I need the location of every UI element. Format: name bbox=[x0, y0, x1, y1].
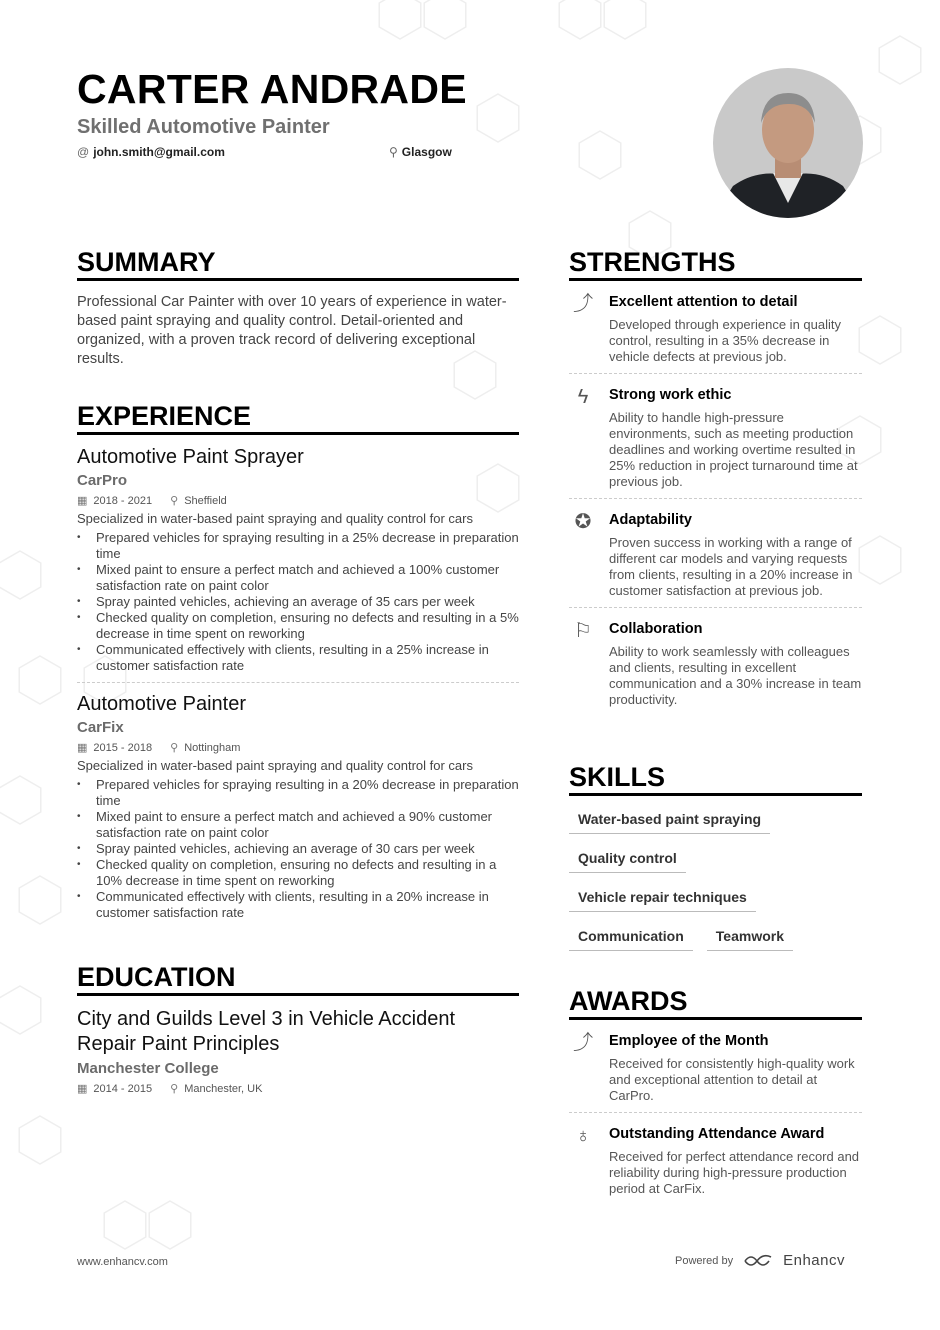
website-link[interactable]: www.enhancv.com bbox=[77, 1256, 168, 1268]
strengths-item bbox=[569, 620, 862, 708]
strengths-description: Proven success in working with a range of different car models and varying requests from clients, resulting in a 20% increase in customer satisfaction at previous job. bbox=[609, 535, 853, 598]
job-dates: ▦ 2015 - 2018 bbox=[77, 742, 153, 754]
skill-tag: Water-based paint spraying bbox=[569, 811, 770, 834]
divider bbox=[569, 498, 862, 499]
hexagon-shape bbox=[579, 131, 621, 179]
awards-title: Outstanding Attendance Award bbox=[609, 1126, 825, 1142]
job-bullet: • Spray painted vehicles, achieving an average of 30 cars per week bbox=[77, 841, 519, 857]
skill-tag: Vehicle repair techniques bbox=[569, 889, 756, 912]
hexagon-shape bbox=[604, 0, 646, 39]
awards-item bbox=[569, 1125, 862, 1197]
job-bullets bbox=[77, 530, 519, 674]
candidate-title: Skilled Automotive Painter bbox=[77, 116, 330, 138]
award-ribbon-icon: ✪ bbox=[574, 511, 592, 533]
summary-section bbox=[77, 247, 519, 369]
strengths-item bbox=[569, 293, 862, 374]
job-entry bbox=[77, 445, 519, 683]
hexagon-shape bbox=[379, 0, 421, 39]
strengths-title: Excellent attention to detail bbox=[609, 294, 798, 310]
powered-by[interactable] bbox=[675, 1252, 845, 1269]
awards-heading: AWARDS bbox=[569, 986, 862, 1020]
skill-row bbox=[569, 850, 862, 873]
awards-title: Employee of the Month bbox=[609, 1033, 769, 1049]
target-path-icon: ⤴ bbox=[573, 293, 593, 315]
email-text: john.smith@gmail.com bbox=[93, 145, 225, 159]
strengths-title: Collaboration bbox=[609, 621, 703, 637]
job-bullet: • Mixed paint to ensure a perfect match and achieved a 100% customer satisfaction rate on paint color bbox=[77, 562, 519, 594]
strengths-title: Strong work ethic bbox=[609, 387, 732, 403]
school: Manchester College bbox=[77, 1060, 219, 1077]
skill-tag: Communication bbox=[569, 928, 693, 951]
skills-heading: SKILLS bbox=[569, 762, 862, 796]
hexagon-shape bbox=[477, 94, 519, 142]
location-pin-icon: ⚲ bbox=[170, 495, 179, 507]
awards-description: Received for consistently high-quality work and exceptional attention to detail at CarPro. bbox=[609, 1056, 855, 1103]
candidate-name: CARTER ANDRADE bbox=[77, 66, 467, 112]
education-location: ⚲ Manchester, UK bbox=[170, 1083, 263, 1095]
education-heading: EDUCATION bbox=[77, 962, 519, 996]
job-bullet: • Prepared vehicles for spraying resulting in a 20% decrease in preparation time bbox=[77, 777, 519, 809]
company-name: CarPro bbox=[77, 472, 128, 489]
hexagon-shape bbox=[559, 0, 601, 39]
job-entry bbox=[77, 692, 519, 921]
job-bullet: • Prepared vehicles for spraying resulting in a 25% decrease in preparation time bbox=[77, 530, 519, 562]
summary-text: Professional Car Painter with over 10 years of experience in water-based paint spraying and quality control. Detail-oriented and organized, with a proven track record of delivering exceptional results. bbox=[77, 294, 507, 367]
skill-row bbox=[569, 811, 862, 834]
job-location: ⚲ Nottingham bbox=[170, 742, 241, 754]
hexagon-shape bbox=[19, 876, 61, 924]
skills-section bbox=[569, 762, 862, 951]
location-contact bbox=[389, 145, 452, 159]
hexagon-shape bbox=[859, 536, 901, 584]
company-name: CarFix bbox=[77, 719, 124, 736]
education-section bbox=[77, 962, 519, 1095]
calendar-icon: ▦ bbox=[77, 742, 88, 754]
hexagon-shape bbox=[0, 776, 41, 824]
enhancv-logo-icon bbox=[743, 1253, 773, 1269]
target-path-icon: ⤴ bbox=[573, 1032, 593, 1054]
summary-heading: SUMMARY bbox=[77, 247, 519, 281]
strengths-description: Ability to handle high-pressure environments, such as meeting production deadlines and working overtime resulted in 25% reduction in project turnaround time at previous job. bbox=[609, 410, 858, 489]
hexagon-shape bbox=[19, 1116, 61, 1164]
strengths-description: Developed through experience in quality control, resulting in a 35% decrease in vehicle defects at previous job. bbox=[609, 317, 841, 364]
strengths-item bbox=[569, 386, 862, 499]
education-dates: ▦ 2014 - 2015 bbox=[77, 1083, 153, 1095]
job-description: Specialized in water-based paint spraying and quality control for cars bbox=[77, 758, 473, 773]
profile-photo bbox=[713, 68, 863, 218]
divider bbox=[569, 607, 862, 608]
strengths-description: Ability to work seamlessly with colleagues and clients, resulting in excellent communication and a 30% increase in team productivity. bbox=[609, 644, 862, 707]
hexagon-shape bbox=[149, 1201, 191, 1249]
at-icon: @ bbox=[77, 145, 90, 159]
location-pin-icon: ⚲ bbox=[170, 1083, 179, 1095]
job-dates: ▦ 2018 - 2021 bbox=[77, 495, 153, 507]
job-title: Automotive Paint Sprayer bbox=[77, 446, 304, 468]
degree: City and Guilds Level 3 in Vehicle Accident Repair Paint Principles bbox=[77, 1008, 455, 1055]
skill-row bbox=[569, 928, 862, 951]
hexagon-shape bbox=[104, 1201, 146, 1249]
skill-row bbox=[569, 889, 862, 912]
divider bbox=[569, 373, 862, 374]
job-location: ⚲ Sheffield bbox=[170, 495, 227, 507]
skill-tag: Quality control bbox=[569, 850, 686, 873]
hexagon-shape bbox=[19, 656, 61, 704]
hexagon-shape bbox=[424, 0, 466, 39]
job-bullet: • Mixed paint to ensure a perfect match and achieved a 90% customer satisfaction rate on paint color bbox=[77, 809, 519, 841]
experience-heading: EXPERIENCE bbox=[77, 401, 519, 435]
job-bullet: • Communicated effectively with clients, resulting in a 25% increase in customer satisfaction rate bbox=[77, 642, 519, 674]
calendar-icon: ▦ bbox=[77, 1083, 88, 1095]
hexagon-shape bbox=[0, 986, 41, 1034]
location-text: Glasgow bbox=[401, 145, 452, 159]
job-bullet: • Checked quality on completion, ensuring no defects and resulting in a 5% decrease in time spent on reworking bbox=[77, 610, 519, 642]
strengths-item bbox=[569, 511, 862, 608]
email-contact[interactable] bbox=[77, 145, 225, 159]
awards-item bbox=[569, 1032, 862, 1113]
powered-by-text: Powered by bbox=[675, 1254, 734, 1267]
experience-section bbox=[77, 401, 519, 921]
lightbulb-icon: ♁ bbox=[575, 1125, 591, 1147]
job-bullets bbox=[77, 777, 519, 921]
skill-tag: Teamwork bbox=[707, 928, 793, 951]
divider bbox=[569, 1112, 862, 1113]
divider bbox=[77, 682, 519, 683]
job-title: Automotive Painter bbox=[77, 693, 246, 715]
job-bullet: • Spray painted vehicles, achieving an average of 35 cars per week bbox=[77, 594, 519, 610]
job-description: Specialized in water-based paint spraying and quality control for cars bbox=[77, 511, 473, 526]
strengths-title: Adaptability bbox=[609, 512, 692, 528]
calendar-icon: ▦ bbox=[77, 495, 88, 507]
location-pin-icon: ⚲ bbox=[389, 145, 398, 159]
flag-icon: ⚐ bbox=[574, 620, 592, 642]
job-bullet: • Checked quality on completion, ensuring no defects and resulting in a 10% decrease in time spent on reworking bbox=[77, 857, 519, 889]
job-bullet: • Communicated effectively with clients, resulting in a 20% increase in customer satisfaction rate bbox=[77, 889, 519, 921]
brand-name: Enhancv bbox=[783, 1252, 845, 1269]
awards-section bbox=[569, 986, 862, 1197]
location-pin-icon: ⚲ bbox=[170, 742, 179, 754]
awards-description: Received for perfect attendance record and reliability during high-pressure production period at CarFix. bbox=[609, 1149, 860, 1196]
hexagon-shape bbox=[859, 316, 901, 364]
strengths-heading: STRENGTHS bbox=[569, 247, 862, 281]
hexagon-shape bbox=[879, 36, 921, 84]
lightning-icon: ϟ bbox=[577, 386, 589, 408]
strengths-section bbox=[569, 247, 862, 708]
hexagon-shape bbox=[0, 551, 41, 599]
